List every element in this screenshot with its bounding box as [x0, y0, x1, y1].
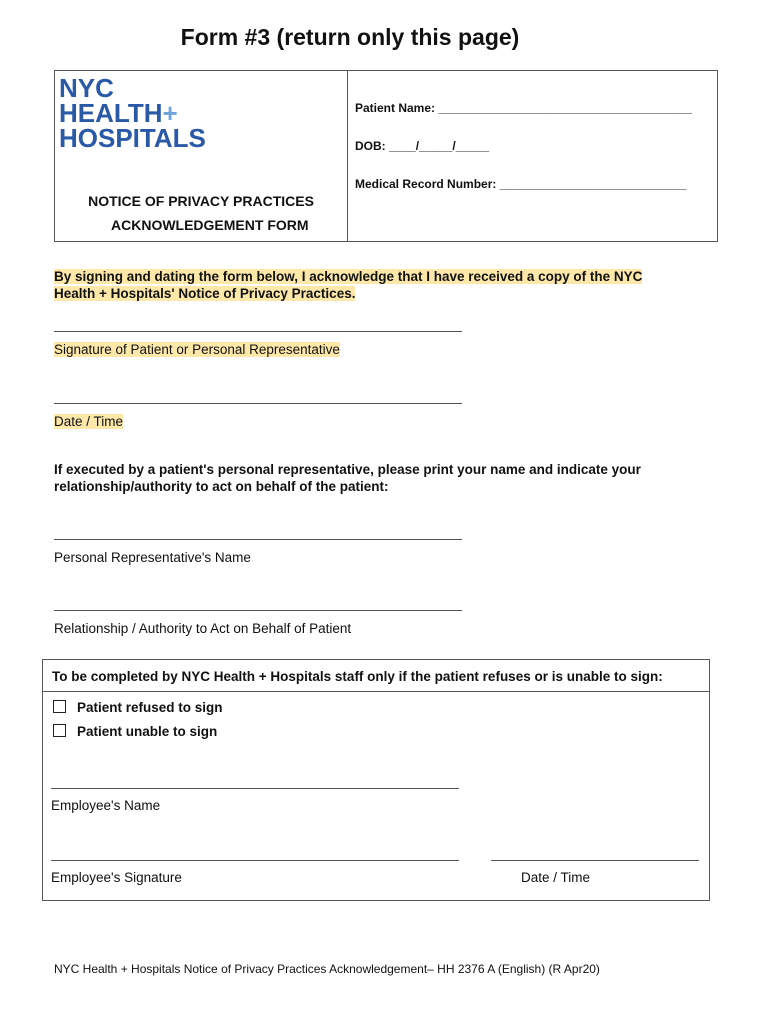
patient-name-field[interactable]: Patient Name: ______________________________________ — [355, 101, 692, 115]
form-title: Form #3 (return only this page) — [180, 24, 520, 50]
acknowledgement-line1: By signing and dating the form below, I acknowledge that I have received a copy of the NYC — [54, 269, 643, 284]
patient-unable-label: Patient unable to sign — [77, 724, 218, 739]
employee-name-line[interactable] — [51, 788, 459, 789]
dob-field[interactable]: DOB: ____/_____/_____ — [355, 139, 490, 153]
logo-plus-icon: + — [162, 98, 178, 128]
patient-signature-line[interactable] — [54, 331, 462, 332]
representative-note-line1: If executed by a patient's personal representative, please print your name and indicate your — [54, 462, 641, 477]
logo-line-hospitals: HOSPITALS — [59, 123, 206, 153]
representative-note-line2: relationship/authority to act on behalf of the patient: — [54, 479, 389, 494]
employee-date-time-label: Date / Time — [521, 870, 591, 885]
patient-date-time-line[interactable] — [54, 403, 462, 404]
notice-title-line2: ACKNOWLEDGEMENT FORM — [111, 217, 309, 233]
relationship-line[interactable] — [54, 610, 462, 611]
footer-text: NYC Health + Hospitals Notice of Privacy Practices Acknowledgement– HH 2376 A (English) (R Apr20) — [54, 962, 600, 976]
rep-name-label: Personal Representative's Name — [54, 550, 251, 565]
staff-section-box — [42, 659, 710, 901]
acknowledgement-statement — [54, 268, 694, 302]
notice-title-line1: NOTICE OF PRIVACY PRACTICES — [88, 193, 314, 209]
logo-line-nyc: NYC — [59, 73, 114, 103]
nyc-health-hospitals-logo — [59, 73, 206, 153]
relationship-label: Relationship / Authority to Act on Behalf of Patient — [54, 621, 352, 636]
employee-signature-line[interactable] — [51, 860, 459, 861]
patient-signature-label-text: Signature of Patient or Personal Representative — [54, 342, 340, 357]
patient-date-time-label — [54, 414, 123, 429]
patient-signature-label — [54, 342, 340, 357]
rep-name-line[interactable] — [54, 539, 462, 540]
header-box — [54, 70, 718, 242]
patient-unable-checkbox[interactable] — [53, 724, 66, 737]
patient-date-time-label-text: Date / Time — [54, 414, 124, 429]
patient-refused-label: Patient refused to sign — [77, 700, 223, 715]
employee-signature-label: Employee's Signature — [51, 870, 182, 885]
patient-refused-checkbox[interactable] — [53, 700, 66, 713]
representative-note — [54, 461, 704, 495]
staff-section-header: To be completed by NYC Health + Hospitals staff only if the patient refuses or is unable to sign: — [43, 660, 709, 692]
employee-date-time-line[interactable] — [491, 860, 699, 861]
logo-health-text: HEALTH — [59, 98, 163, 128]
employee-name-label: Employee's Name — [51, 798, 161, 813]
medical-record-number-field[interactable]: Medical Record Number: ____________________________ — [355, 177, 687, 191]
acknowledgement-line2: Health + Hospitals' Notice of Privacy Practices. — [54, 286, 356, 301]
